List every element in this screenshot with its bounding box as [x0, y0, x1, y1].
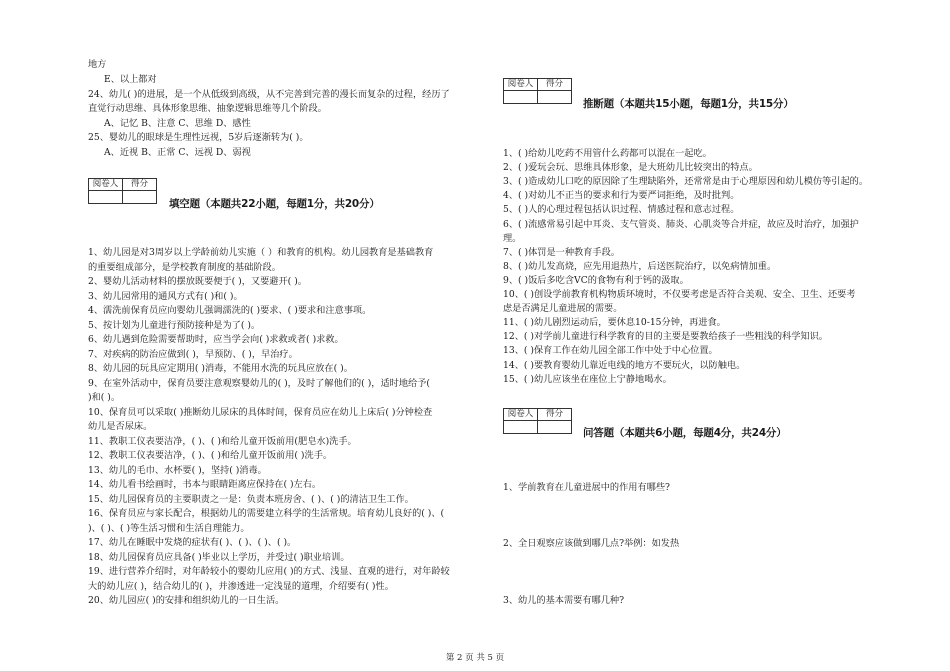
- question-line: 11、教职工仪表要洁净，( )、( )和给儿童开饭前用(肥皂水)洗手。: [88, 435, 357, 447]
- question-line: 大的幼儿应( )，结合幼儿的( )，并渗透进一定浅显的道理，介绍要有( )性。: [88, 580, 394, 592]
- question-line: 8、幼儿园的玩具应定期用( )消毒，不能用水洗的玩具应放在( )。: [88, 363, 353, 374]
- grader-header: 阅卷人: [89, 179, 123, 191]
- question-line: 2、( )爱玩会玩、思维具体形象，是大班幼儿比较突出的特点。: [503, 162, 758, 174]
- question-line: 3、( )造成幼儿口吃的原因除了生理缺陷外，还常常是由于心理原因和幼儿模仿等引起的。: [503, 176, 869, 188]
- question-line: 11、( )幼儿剧烈运动后，要休息10-15分钟，再进食。: [503, 317, 726, 329]
- question-line: 15、幼儿园保育员的主要职责之一是：负责本班房舍、( )、( )的清洁卫生工作。: [88, 493, 414, 505]
- question-line: 的重要组成部分，是学校教育制度的基础阶段。: [88, 261, 281, 273]
- score-cell: [123, 191, 157, 204]
- qa-question-3: 3、幼儿的基本需要有哪几种?: [503, 595, 625, 606]
- question-line: 10、( )创设学前教育机构物质环境时，不仅要考虑是否符合美观、安全、卫生、还要考: [503, 289, 856, 300]
- question-line: 9、( )饭后多吃含VC的食物有利于钙的汲取。: [503, 274, 689, 286]
- section-title-qa: 问答题（本题共6小题，每题4分，共24分）: [583, 427, 787, 439]
- section-title-fill: 填空题（本题共22小题，每题1分，共20分）: [169, 198, 380, 210]
- grader-cell: [504, 91, 538, 104]
- options-24: A、记忆 B、注意 C、思维 D、感性: [104, 118, 251, 129]
- question-line: 7、对疾病的防治应做到( )，早预防、( )，早治疗。: [88, 348, 298, 360]
- text-line: 直觉行动思维、具体形象思维、抽象逻辑思维等几个阶段。: [88, 103, 327, 114]
- question-line: 2、婴幼儿活动材料的摆放既要便于( )，又要避开( )。: [88, 276, 307, 287]
- qa-question-2: 2、全日观察应该做到哪几点?举例：如发热: [503, 538, 680, 549]
- question-line: 14、幼儿看书绘画时，书本与眼睛距离应保持在( )左右。: [88, 479, 322, 490]
- question-line: )、( )、( )等生活习惯和生活自理能力。: [88, 522, 250, 534]
- text-line: 地方: [88, 59, 107, 70]
- question-line: 20、幼儿园应( )的安排和组织幼儿的一日生活。: [88, 595, 285, 606]
- page-footer: 第 2 页 共 5 页: [445, 653, 505, 663]
- question-line: 8、( )幼儿发高烧，应先用退热片，后送医院治疗，以免病情加重。: [503, 260, 777, 272]
- question-line: 4、( )对幼儿不正当的要求和行为要严词拒绝，及时批判。: [503, 190, 740, 202]
- question-line: 1、( )给幼儿吃药不用管什么药都可以混在一起吃。: [503, 148, 712, 159]
- question-line: 幼儿是否尿床。: [88, 421, 153, 432]
- question-line: 12、教职工仪表要洁净，( )、( )和给儿童开饭前用( )洗手。: [88, 450, 333, 461]
- question-line: 15、( )幼儿应该坐在座位上宁静地喝水。: [503, 373, 672, 385]
- question-line: 13、幼儿的毛巾、水杯要( )，坚持( )消毒。: [88, 464, 267, 476]
- score-cell: [538, 91, 572, 104]
- question-line: 7、( )体罚是一种教育手段。: [503, 246, 620, 258]
- option-line: E、以上都对: [104, 74, 157, 85]
- grader-header: 阅卷人: [504, 409, 538, 421]
- question-line: 5、( )人的心理过程包括认识过程、情感过程和意志过程。: [503, 204, 740, 216]
- question-25: 25、婴幼儿的眼球是生理性远视，5岁后逐渐转为( )。: [88, 132, 309, 143]
- score-header: 得分: [538, 409, 572, 421]
- score-cell: [538, 421, 572, 434]
- question-line: 5、按计划为儿童进行预防接种是为了( )。: [88, 319, 261, 331]
- question-line: 6、幼儿遇到危险需要帮助时，应当学会向( )求救或者( )求救。: [88, 334, 344, 345]
- score-table-fill: [88, 178, 157, 204]
- grader-cell: [504, 421, 538, 434]
- question-line: 4、濡洗前保育员应向婴幼儿强调濡洗的( )要求、( )要求和注意事项。: [88, 305, 372, 316]
- question-line: 6、( )流感常易引起中耳炎、支气管炎、肺炎、心肌炎等合并症，故应及时治疗，加强护: [503, 218, 859, 230]
- question-line: 3、幼儿园常用的通风方式有( )和( )。: [88, 290, 243, 302]
- qa-question-1: 1、学前教育在儿童进展中的作用有哪些?: [503, 482, 670, 493]
- score-header: 得分: [538, 79, 572, 91]
- question-line: 10、保育员可以采取( )推断幼儿尿床的具体时间，保育员应在幼儿上床后( )分钟检查: [88, 406, 433, 418]
- question-line: 18、幼儿园保育员应具备( )毕业以上学历，并受过( )职业培训。: [88, 551, 350, 563]
- question-line: )和( )。: [88, 392, 121, 403]
- question-line: 理。: [503, 232, 522, 244]
- grader-cell: [89, 191, 123, 204]
- question-line: 14、( )要教育婴幼儿靠近电线的地方不要玩火，以防触电。: [503, 359, 746, 371]
- score-table-qa: [503, 408, 572, 434]
- question-line: 16、保育员应与家长配合，根据幼儿的需要建立科学的生活常规。培育幼儿良好的( )、(: [88, 508, 445, 519]
- question-line: 12、( )对学前儿童进行科学教育的目的主要是要教给孩子一些粗浅的科学知识。: [503, 331, 828, 343]
- section-title-judge: 推断题（本题共15小题，每题1分，共15分）: [583, 98, 794, 110]
- score-header: 得分: [123, 179, 157, 191]
- question-line: 13、( )保育工作在幼儿园全部工作中处于中心位置。: [503, 345, 718, 357]
- question-line: 1、幼儿园是对3周岁以上学龄前幼儿实施（ ）和教育的机构。幼儿园教育是基础教育: [88, 247, 434, 258]
- options-25: A、近视 B、正常 C、远视 D、弱视: [104, 147, 251, 158]
- question-line: 19、进行营养介绍时，对年龄较小的婴幼儿应用( )的方式、浅显、直观的进行，对年龄较: [88, 566, 450, 577]
- question-24: 24、幼儿( )的进展，是一个从低级到高级，从不完善到完善的漫长而复杂的过程，经历了: [88, 89, 450, 100]
- grader-header: 阅卷人: [504, 79, 538, 91]
- question-line: 9、在室外活动中，保育员要注意观察婴幼儿的( )，及时了解他们的( )，适时地给予(: [88, 377, 430, 389]
- question-line: 17、幼儿在睡眠中发烧的症状有( )、( )、( )、( )。: [88, 537, 297, 548]
- score-table-judge: [503, 78, 572, 104]
- question-line: 虑是否满足儿童进展的需要。: [503, 303, 623, 315]
